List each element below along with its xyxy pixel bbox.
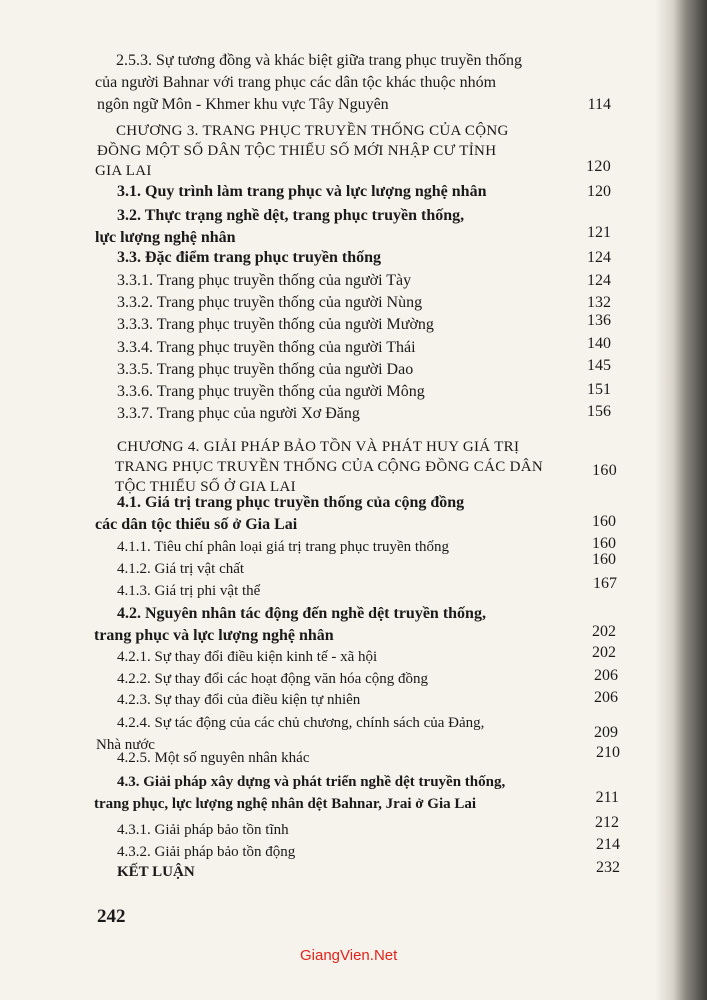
toc-entry-title: 3.3. Đặc điểm trang phục truyền thống: [117, 249, 382, 266]
toc-entry-title: 3.1. Quy trình làm trang phục và lực lượng nghệ nhân: [117, 183, 487, 200]
toc-entry-page: 210: [596, 744, 620, 761]
toc-entry-page: 209: [594, 724, 618, 741]
toc-entry-title: 3.3.3. Trang phục truyền thống của người Mường: [117, 316, 434, 333]
toc-entry-title: 4.3.2. Giải pháp bảo tồn động: [117, 844, 296, 860]
toc-entry-title: 4.1.3. Giá trị phi vật thể: [117, 583, 261, 599]
toc-entry-page: 160: [592, 513, 616, 530]
toc-entry-page: 136: [587, 312, 611, 329]
toc-entry-title: KẾT LUẬN: [117, 864, 195, 880]
toc-entry-page: 211: [595, 789, 619, 806]
toc-entry-page: 124: [587, 272, 611, 289]
toc-entry-title: 4.2.5. Một số nguyên nhân khác: [117, 750, 310, 766]
toc-entry-title: 4.2.2. Sự thay đổi các hoạt động văn hóa cộng đồng: [117, 671, 428, 687]
toc-entry-title: CHƯƠNG 4. GIẢI PHÁP BẢO TỒN VÀ PHÁT HUY GIÁ TRỊ TRANG PHỤC TRUYỀN THỐNG CỦA CỘNG ĐỒNG CÁC DÂN TỘC THIỂU SỐ Ở GIA LAI: [115, 439, 543, 495]
toc-entry-page: 140: [587, 335, 611, 352]
toc-entry-title: 4.1. Giá trị trang phục truyền thống của cộng đồng các dân tộc thiểu số ở Gia Lai: [95, 494, 465, 533]
toc-entry-title: 4.3. Giải pháp xây dựng và phát triển nghề dệt truyền thống, trang phục, lực lượng nghệ nhân dệt Bahnar, Jrai ở Gia Lai: [94, 774, 506, 812]
toc-entry-page: 212: [595, 814, 619, 831]
toc-entry-page: 206: [594, 667, 618, 684]
toc-entry-title: 3.3.5. Trang phục truyền thống của người Dao: [117, 361, 414, 378]
toc-entry-title: 3.3.4. Trang phục truyền thống của người Thái: [117, 339, 416, 356]
toc-entry-title: CHƯƠNG 3. TRANG PHỤC TRUYỀN THỐNG CỦA CỘNG ĐỒNG MỘT SỐ DÂN TỘC THIỂU SỐ MỚI NHẬP CƯ TỈNH GIA LAI: [95, 123, 509, 179]
toc-entry-page: 214: [596, 836, 620, 853]
toc-entry-page: 232: [596, 859, 620, 876]
toc-entry-page: 151: [587, 381, 611, 398]
toc-entry-page: 160: [592, 462, 617, 479]
toc-entry-page: 206: [594, 689, 618, 706]
toc-entry-title: 4.1.2. Giá trị vật chất: [117, 561, 245, 577]
toc-entry-page: 202: [592, 644, 616, 661]
toc-entry-page: 160: [592, 535, 616, 552]
toc-entry-title: 4.2.4. Sự tác động của các chủ chương, chính sách của Đảng, Nhà nước: [96, 715, 485, 753]
toc-entry-page: 120: [587, 183, 611, 200]
toc-entry-page: 132: [587, 294, 611, 311]
toc-entry-title: 4.3.1. Giải pháp bảo tồn tĩnh: [117, 822, 289, 838]
toc-entry-page: 120: [586, 158, 611, 175]
toc-entry-page: 160: [592, 551, 616, 568]
toc-entry-title: 3.3.7. Trang phục của người Xơ Đăng: [117, 405, 360, 422]
toc-entry-page: 167: [593, 575, 617, 592]
toc-entry-title: 4.2. Nguyên nhân tác động đến nghề dệt truyền thống, trang phục và lực lượng nghệ nhân: [94, 605, 486, 644]
toc-entry-page: 156: [587, 403, 611, 420]
toc-entry-title: 3.3.1. Trang phục truyền thống của người Tày: [117, 272, 412, 289]
page-number: 242: [97, 906, 126, 927]
toc-entry-page: 202: [592, 623, 616, 640]
toc-entry-title: 4.1.1. Tiêu chí phân loại giá trị trang phục truyền thống: [117, 539, 450, 555]
toc-entry-title: 3.3.6. Trang phục truyền thống của người Mông: [117, 383, 425, 400]
toc-entry-page: 124: [587, 249, 611, 266]
toc-entry-page: 121: [587, 224, 611, 241]
toc-entry-page: 114: [587, 96, 611, 113]
toc-entry-title: 4.2.1. Sự thay đổi điều kiện kinh tế - xã hội: [117, 649, 378, 665]
toc-entry-title: 4.2.3. Sự thay đổi của điều kiện tự nhiên: [117, 692, 361, 708]
watermark: GiangVien.Net: [300, 947, 398, 964]
toc-entry-page: 145: [587, 357, 611, 374]
toc-entry-title: 3.2. Thực trạng nghề dệt, trang phục truyền thống, lực lượng nghệ nhân: [95, 207, 465, 246]
toc-entry-title: 2.5.3. Sự tương đồng và khác biệt giữa trang phục truyền thống của người Bahnar với trang phục các dân tộc khác thuộc nhóm ngôn ngữ Môn - Khmer khu vực Tây Nguyên: [95, 52, 522, 113]
toc-entry-title: 3.3.2. Trang phục truyền thống của người Nùng: [117, 294, 423, 311]
